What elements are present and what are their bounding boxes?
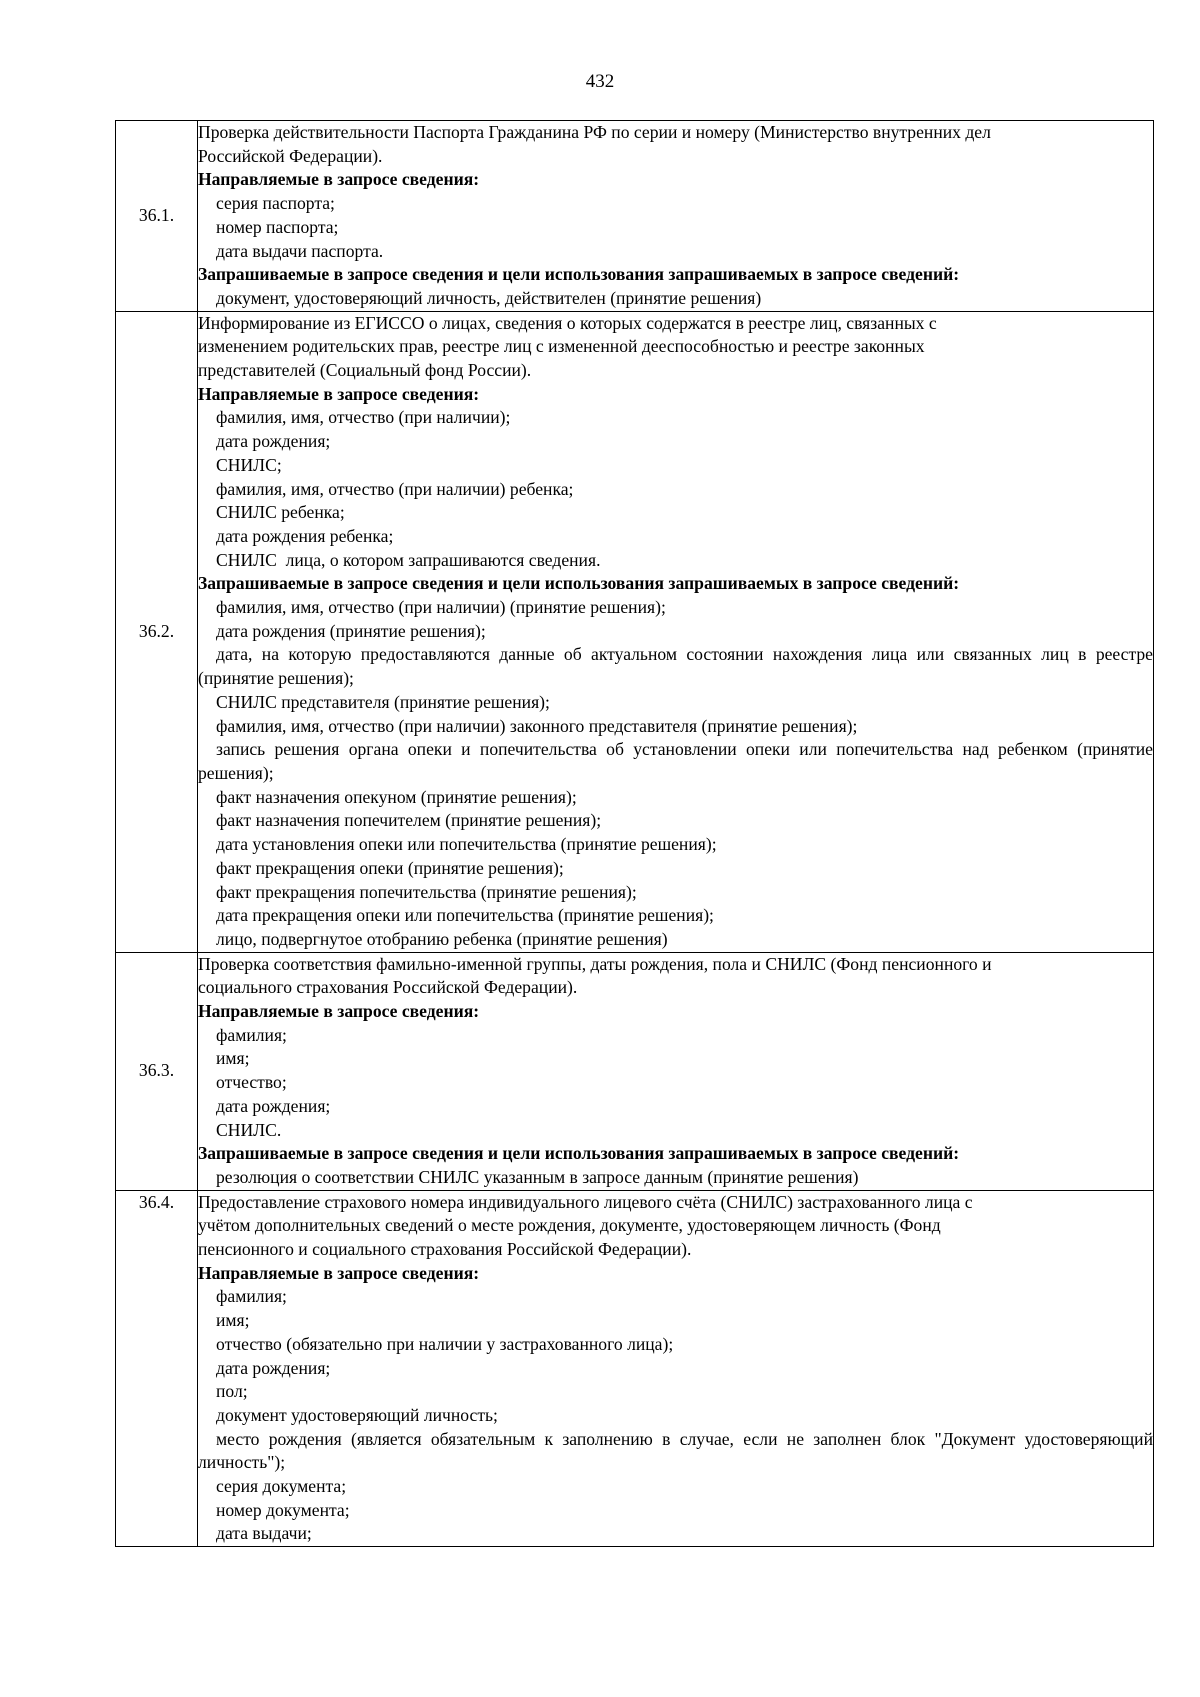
sent-item: фамилия; xyxy=(216,1286,287,1307)
sent-item: пол; xyxy=(216,1381,248,1402)
sent-item: имя; xyxy=(216,1048,250,1069)
sent-item: дата рождения; xyxy=(216,1095,331,1116)
requested-item: факт назначения опекуном (принятие решения); xyxy=(216,786,577,807)
sent-item: отчество (обязательно при наличии у застрахованного лица); xyxy=(216,1333,674,1354)
sent-item: дата рождения; xyxy=(216,1357,331,1378)
sent-item: номер паспорта; xyxy=(216,216,339,237)
row-content xyxy=(198,311,1154,952)
requested-item: фамилия, имя, отчество (при наличии) законного представителя (принятие решения); xyxy=(216,715,858,736)
intro-line: изменением родительских прав, реестре лиц с измененной дееспособностью и реестре законных xyxy=(198,336,925,357)
requested-item: дата рождения (принятие решения); xyxy=(216,620,486,641)
requested-item: фамилия, имя, отчество (при наличии) (принятие решения); xyxy=(216,597,666,618)
sent-item: СНИЛС; xyxy=(216,454,282,475)
sent-item: дата рождения ребенка; xyxy=(216,525,394,546)
sent-item: СНИЛС лица, о котором запрашиваются сведения. xyxy=(216,549,601,570)
requests-table xyxy=(115,120,1154,1547)
sent-heading: Направляемые в запросе сведения: xyxy=(198,1262,480,1283)
row-number: 36.1. xyxy=(116,121,198,312)
sent-item: номер документа; xyxy=(216,1499,350,1520)
sent-item: имя; xyxy=(216,1310,250,1331)
requested-heading: Запрашиваемые в запросе сведения и цели использования запрашиваемых в запросе сведений: xyxy=(198,1143,960,1164)
sent-item: фамилия, имя, отчество (при наличии) ребенка; xyxy=(216,478,574,499)
row-number: 36.3. xyxy=(116,952,198,1190)
sent-item: фамилия, имя, отчество (при наличии); xyxy=(216,407,511,428)
requested-heading: Запрашиваемые в запросе сведения и цели использования запрашиваемых в запросе сведений: xyxy=(198,264,960,285)
row-content xyxy=(198,952,1154,1190)
requested-heading: Запрашиваемые в запросе сведения и цели использования запрашиваемых в запросе сведений: xyxy=(198,573,960,594)
intro-line: Предоставление страхового номера индивидуального лицевого счёта (СНИЛС) застрахованного лица с xyxy=(198,1191,973,1212)
sent-item: документ удостоверяющий личность; xyxy=(216,1404,498,1425)
sent-item: дата выдачи; xyxy=(216,1523,312,1544)
sent-heading: Направляемые в запросе сведения: xyxy=(198,383,480,404)
requested-item: факт прекращения опеки (принятие решения); xyxy=(216,857,564,878)
intro-line: Проверка действительности Паспорта Гражданина РФ по серии и номеру (Министерство внутренних дел xyxy=(198,122,991,142)
intro-line: Информирование из ЕГИССО о лицах, сведения о которых содержатся в реестре лиц, связанных с xyxy=(198,312,937,333)
page-number: 432 xyxy=(585,71,615,92)
requested-item: дата установления опеки или попечительства (принятие решения); xyxy=(216,834,717,855)
row-content xyxy=(198,1190,1154,1547)
table-row xyxy=(116,121,1154,312)
sent-item: фамилия; xyxy=(216,1024,287,1045)
requested-item: резолюция о соответствии СНИЛС указанным в запросе данным (принятие решения) xyxy=(216,1166,859,1187)
intro-line: учётом дополнительных сведений о месте рождения, документе, удостоверяющем личность (Фонд xyxy=(198,1215,941,1236)
requested-item: лицо, подвергнутое отобранию ребенка (принятие решения) xyxy=(216,928,668,949)
requested-item: документ, удостоверяющий личность, действителен (принятие решения) xyxy=(216,287,762,308)
requested-item: СНИЛС представителя (принятие решения); xyxy=(216,691,550,712)
sent-item: СНИЛС. xyxy=(216,1119,282,1140)
intro-line: Российской Федерации). xyxy=(198,145,383,166)
sent-item: дата выдачи паспорта. xyxy=(216,240,384,261)
requested-item: факт прекращения попечительства (принятие решения); xyxy=(216,881,637,902)
row-number: 36.2. xyxy=(116,311,198,952)
intro-line: Проверка соответствия фамильно-именной группы, даты рождения, пола и СНИЛС (Фонд пенсионного и xyxy=(198,953,992,974)
sent-item: отчество; xyxy=(216,1072,287,1093)
intro-line: представителей (Социальный фонд России). xyxy=(198,360,532,381)
requested-item: дата прекращения опеки или попечительства (принятие решения); xyxy=(216,905,714,926)
intro-line: социального страхования Российской Федерации). xyxy=(198,977,578,998)
table-row xyxy=(116,1190,1154,1547)
sent-item: дата рождения; xyxy=(216,431,331,452)
requested-item: факт назначения попечителем (принятие решения); xyxy=(216,810,602,831)
intro-line: пенсионного и социального страхования Российской Федерации). xyxy=(198,1239,692,1260)
requested-item: запись решения органа опеки и попечительства об установлении опеки или попечительства над ребенком (принятие решения); xyxy=(198,739,1153,783)
requested-item: дата, на которую предоставляются данные об актуальном состоянии нахождения лица или связанных лиц в реестре (принятие решения); xyxy=(198,644,1153,689)
table-row xyxy=(116,311,1154,952)
sent-item: серия документа; xyxy=(216,1476,347,1497)
sent-item: серия паспорта; xyxy=(216,193,335,214)
row-number: 36.4. xyxy=(116,1190,198,1547)
sent-heading: Направляемые в запросе сведения: xyxy=(198,1001,480,1022)
row-content xyxy=(198,121,1154,312)
sent-item: место рождения (является обязательным к заполнению в случае, если не заполнен блок "Документ удостоверяющий личность"); xyxy=(198,1428,1153,1473)
sent-item: СНИЛС ребенка; xyxy=(216,502,345,523)
sent-heading: Направляемые в запросе сведения: xyxy=(198,169,480,190)
table-row xyxy=(116,952,1154,1190)
